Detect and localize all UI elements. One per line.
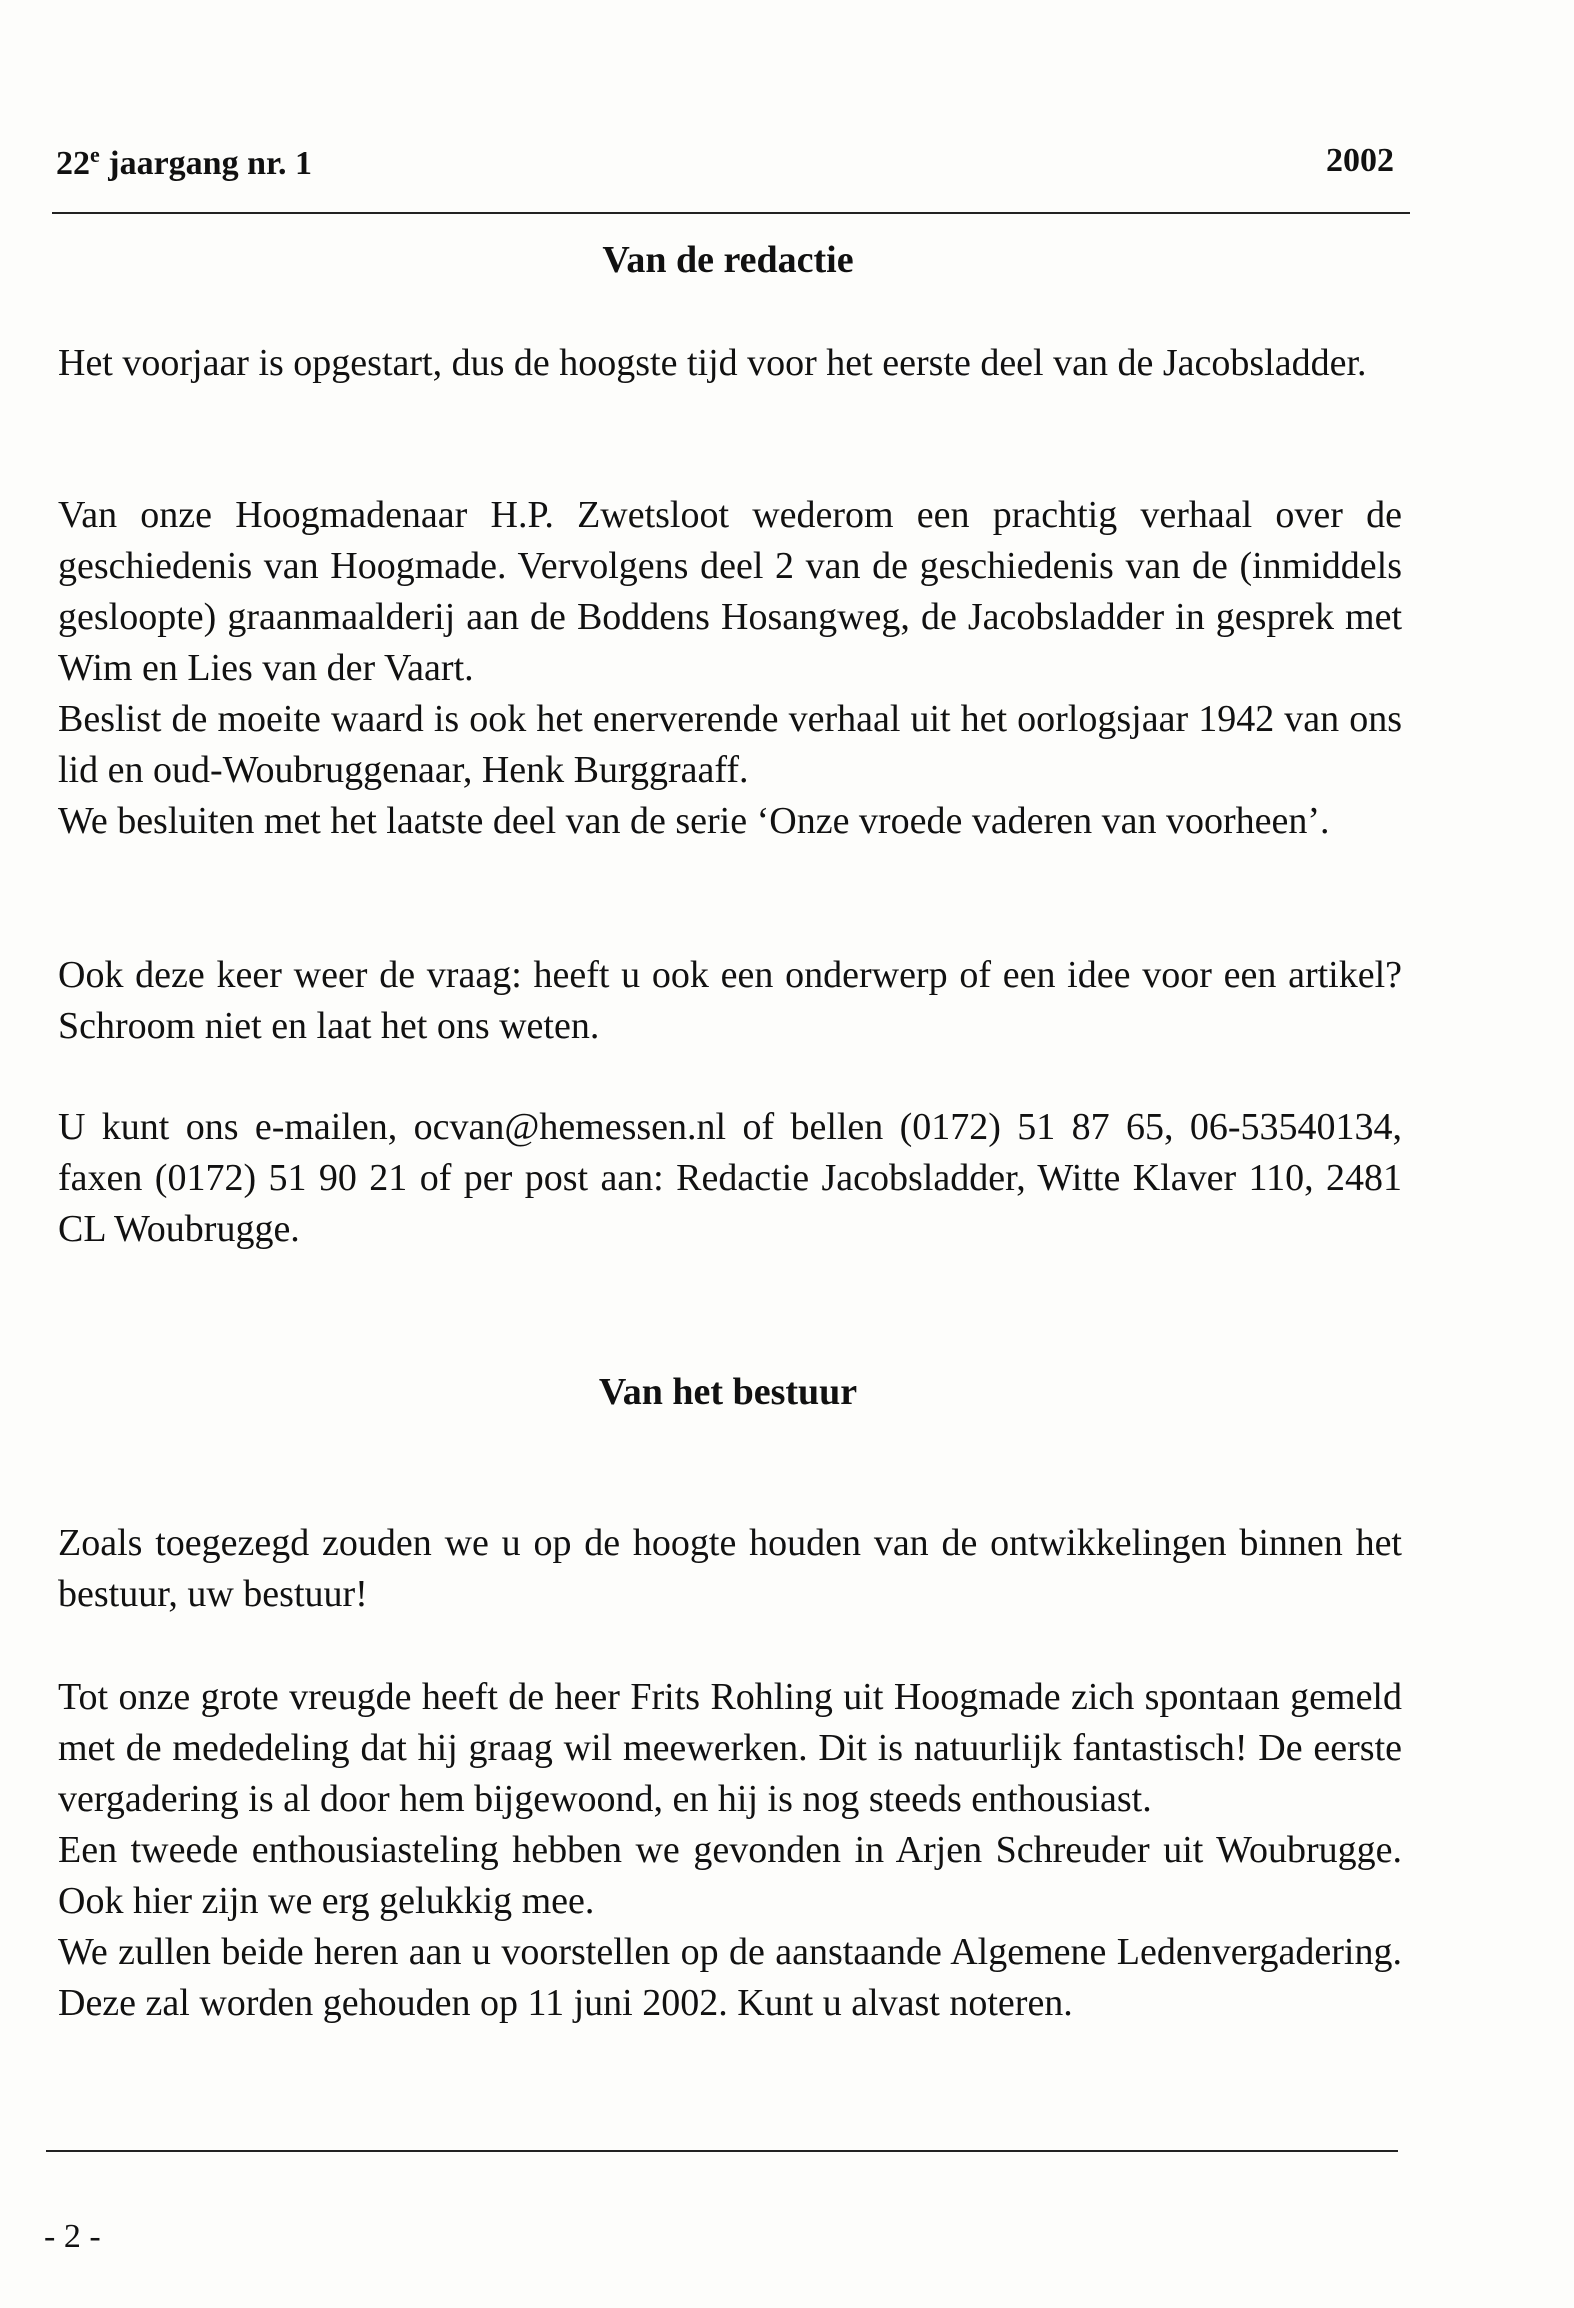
redactie-paragraph-3: Ook deze keer weer de vraag: heeft u ook een onderwerp of een idee voor een artikel? Schroom niet en laat het ons weten. xyxy=(58,954,1402,1047)
redactie-paragraph-2: Van onze Hoogmadenaar H.P. Zwetsloot wederom een prachtig verhaal over de geschiedenis van Hoogmade. Vervolgens deel 2 van de geschiedenis van de (inmiddels gesloopte) graanmaalderij aan de Boddens Hosangweg, de Jacobsladder in gesprek met Wim en Lies van der Vaart. Beslist de moeite waard is ook het enerverende verhaal uit het oorlogsjaar 1942 van ons lid en oud-Woubruggenaar, Henk Burggraaff. We besluiten met het laatste deel van de serie ‘Onze vroede vaderen van voorheen’. xyxy=(58,494,1402,842)
bestuur-paragraph-2: Tot onze grote vreugde heeft de heer Frits Rohling uit Hoogmade zich spontaan gemeld met de mededeling dat hij graag wil meewerken. Dit is natuurlijk fantastisch! De eerste vergadering is al door hem bijgewoond, en hij is nog steeds enthousiast. Een tweede enthousiasteling hebben we gevonden in Arjen Schreuder uit Woubrugge. Ook hier zijn we erg gelukkig mee. We zullen beide heren aan u voorstellen op de aanstaande Algemene Ledenvergadering. Deze zal worden gehouden op 11 juni 2002. Kunt u alvast noteren. xyxy=(58,1676,1402,2024)
header-divider xyxy=(52,212,1410,214)
redactie-title: Van de redactie xyxy=(602,239,854,281)
page-number: - 2 - xyxy=(44,2218,101,2255)
redactie-contact-paragraph: U kunt ons e-mailen, ocvan@hemessen.nl of bellen (0172) 51 87 65, 06-53540134, faxen (0172) 51 90 21 of per post aan: Redactie Jacobsladder, Witte Klaver 110, 2481 CL Woubrugge. xyxy=(58,1106,1402,1250)
footer-divider xyxy=(46,2150,1398,2152)
year-label: 2002 xyxy=(1326,142,1394,179)
bestuur-title: Van het bestuur xyxy=(598,1371,858,1413)
volume-label: 22e jaargang nr. 1 xyxy=(56,142,312,182)
bestuur-paragraph-1: Zoals toegezegd zouden we u op de hoogte houden van de ontwikkelingen binnen het bestuur, uw bestuur! xyxy=(58,1522,1402,1615)
redactie-paragraph-1: Het voorjaar is opgestart, dus de hoogste tijd voor het eerste deel van de Jacobsladder. xyxy=(58,342,1367,384)
